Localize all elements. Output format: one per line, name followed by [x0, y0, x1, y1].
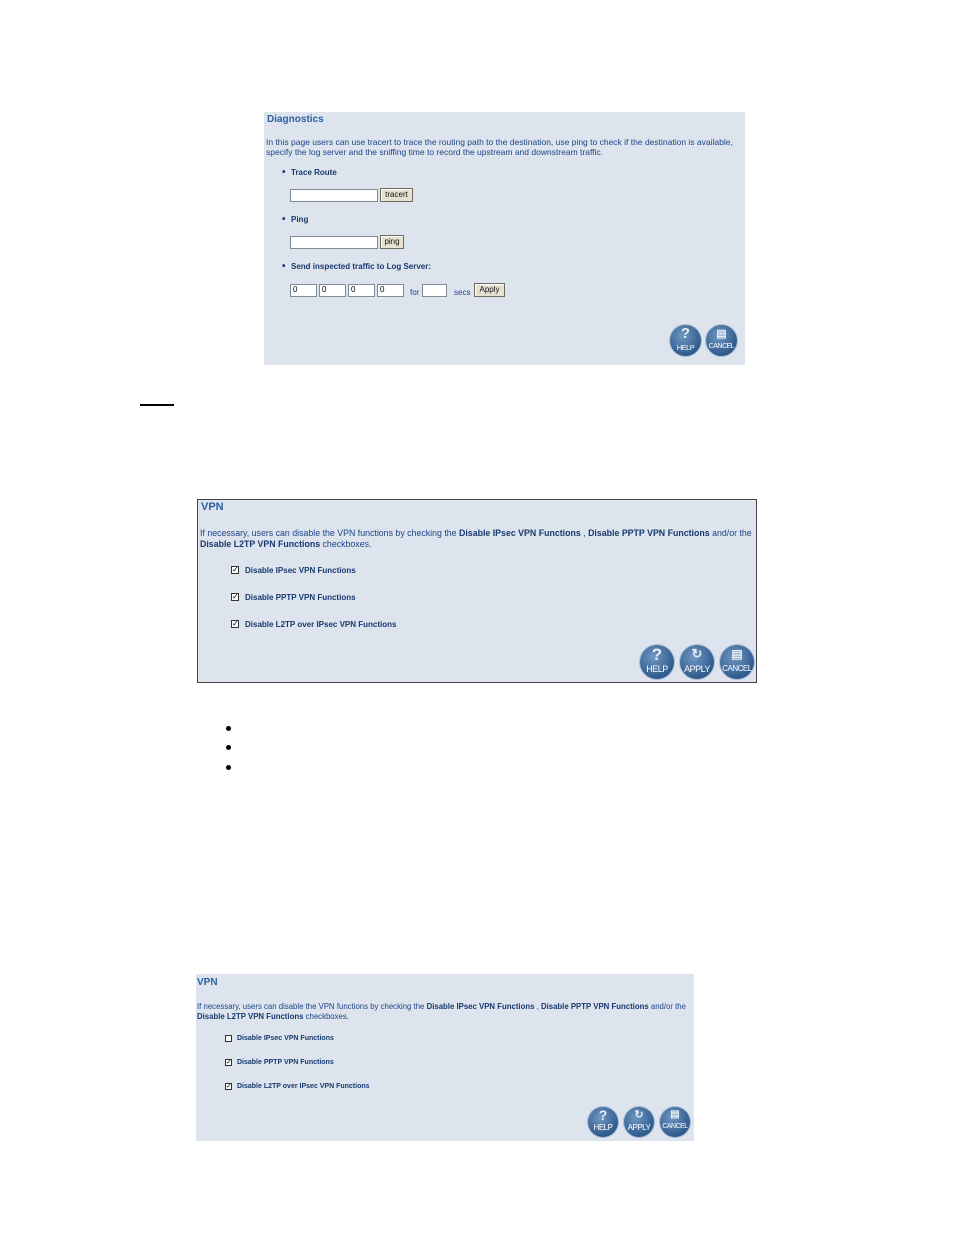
ping-label: • Ping [291, 215, 308, 224]
desc-text: If necessary, users can disable the VPN functions by checking the [197, 1002, 427, 1011]
apply-button[interactable]: Apply [474, 283, 505, 297]
panel-description: In this page users can use tracert to trace the routing path to the destination, use ping to check if the destination is available, specify the log server and the sniffing time to record the upstream and downstream traffic. [266, 137, 733, 157]
trash-icon: ▤ [731, 647, 743, 661]
disable-pptp-label: Disable PPTP VPN Functions [237, 1059, 334, 1066]
trace-route-label: • Trace Route [291, 168, 337, 177]
log-server-ip-octet-4[interactable]: 0 [377, 284, 404, 297]
secs-label: secs [454, 288, 471, 297]
question-icon: ? [598, 1107, 608, 1123]
help-button-label: HELP [676, 343, 695, 352]
disable-l2tp-label: Disable L2TP over IPsec VPN Functions [237, 1083, 370, 1090]
question-icon: ? [651, 645, 663, 664]
desc-bold: Disable L2TP VPN Functions [197, 1012, 304, 1021]
desc-text: , [580, 528, 589, 538]
help-button[interactable] [670, 325, 701, 356]
for-label: for [410, 288, 420, 297]
cancel-button-label: CANCEL [662, 1123, 688, 1130]
apply-button[interactable] [624, 1107, 654, 1137]
trash-icon: ▤ [670, 1109, 680, 1120]
panel-title: VPN [201, 501, 224, 513]
list-bullet [226, 726, 231, 731]
panel-description [200, 528, 755, 550]
list-bullet [226, 765, 231, 770]
trash-icon: ▤ [716, 328, 727, 340]
ping-input[interactable] [290, 236, 378, 249]
apply-button-label: APPLY [684, 664, 710, 674]
sniffing-time-input[interactable] [422, 284, 447, 297]
diagnostics-panel [264, 112, 745, 365]
cancel-button[interactable] [720, 645, 754, 679]
ping-button[interactable]: ping [380, 235, 404, 249]
help-button[interactable] [640, 645, 674, 679]
cancel-button-label: CANCEL [708, 343, 735, 350]
help-button-label: HELP [646, 664, 668, 674]
desc-bold: Disable PPTP VPN Functions [588, 528, 710, 538]
disable-ipsec-checkbox[interactable]: ✓ [232, 565, 239, 574]
section-heading-underline [140, 404, 174, 406]
apply-button[interactable] [680, 645, 714, 679]
vpn-panel [197, 499, 757, 683]
cancel-button[interactable] [706, 325, 737, 356]
disable-ipsec-checkbox[interactable] [225, 1035, 232, 1042]
apply-button-label: APPLY [627, 1123, 651, 1132]
panel-description [197, 1002, 692, 1022]
log-server-ip-octet-1[interactable]: 0 [290, 284, 317, 297]
log-server-ip-octet-2[interactable]: 0 [319, 284, 346, 297]
cancel-button-label: CANCEL [722, 664, 752, 673]
desc-text: If necessary, users can disable the VPN functions by checking the [200, 528, 459, 538]
panel-title: VPN [197, 977, 218, 988]
desc-text: and/or the [709, 528, 752, 538]
disable-ipsec-label: Disable IPsec VPN Functions [245, 566, 356, 575]
log-server-ip-octet-3[interactable]: 0 [348, 284, 375, 297]
tracert-button[interactable]: tracert [380, 188, 413, 202]
disable-l2tp-checkbox[interactable]: ✓ [226, 1083, 232, 1090]
desc-bold: Disable IPsec VPN Functions [426, 1002, 535, 1011]
desc-bold: Disable PPTP VPN Functions [540, 1002, 649, 1011]
desc-bold: Disable L2TP VPN Functions [200, 539, 321, 549]
disable-pptp-label: Disable PPTP VPN Functions [245, 593, 356, 602]
help-button-label: HELP [593, 1123, 613, 1132]
cancel-button[interactable] [660, 1107, 690, 1137]
disable-ipsec-label: Disable IPsec VPN Functions [237, 1035, 334, 1042]
refresh-icon: ↻ [634, 1109, 644, 1121]
vpn-panel [196, 974, 694, 1141]
desc-text: and/or the [648, 1002, 686, 1011]
disable-l2tp-checkbox[interactable]: ✓ [232, 619, 239, 628]
desc-bold: Disable IPsec VPN Functions [459, 528, 581, 538]
desc-text: checkboxes. [303, 1012, 349, 1021]
disable-l2tp-label: Disable L2TP over IPsec VPN Functions [245, 620, 397, 629]
panel-title: Diagnostics [267, 114, 324, 125]
desc-text: , [534, 1002, 541, 1011]
list-bullet [226, 745, 231, 750]
disable-pptp-checkbox[interactable]: ✓ [232, 592, 239, 601]
trace-route-input[interactable] [290, 189, 378, 202]
question-icon: ? [680, 325, 691, 342]
help-button[interactable] [588, 1107, 618, 1137]
desc-text: checkboxes. [320, 539, 372, 549]
disable-pptp-checkbox[interactable]: ✓ [226, 1059, 232, 1066]
refresh-icon: ↻ [691, 646, 703, 661]
log-server-label: • Send inspected traffic to Log Server: [291, 262, 431, 271]
